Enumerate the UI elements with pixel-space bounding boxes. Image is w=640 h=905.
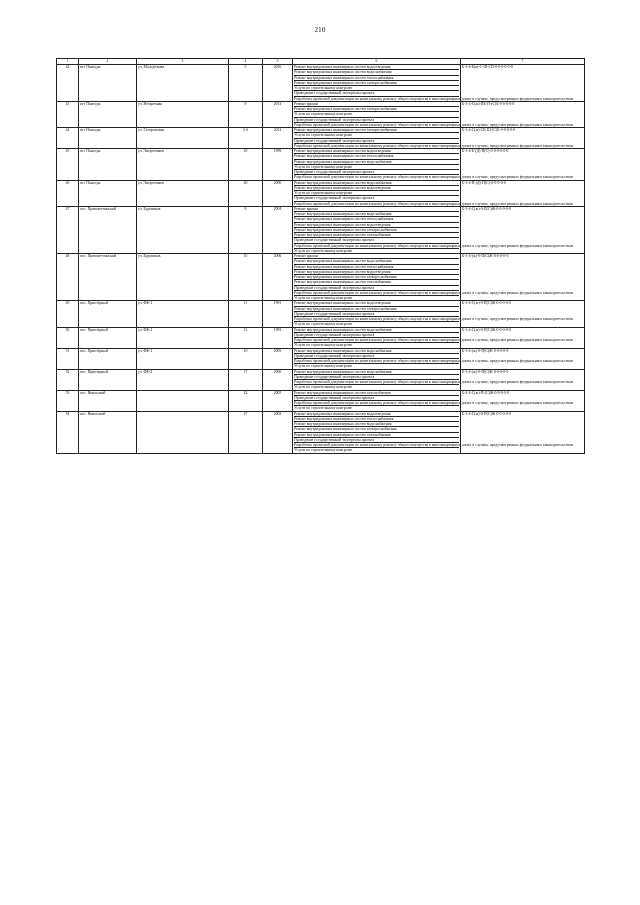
work-item: Разработка проектной документации по капитальному ремонту общего имущества в многоквартирных домах в случаях, предусмотренных федеральным законодательством — [294, 201, 574, 206]
building-code-cell: Б-3-4-С(ж)-0-П(С)Ж-0-0-0-0-0 — [461, 301, 585, 327]
table-row — [57, 327, 585, 348]
work-item: Услуги по строительному контролю — [294, 86, 459, 91]
work-item: Проведение государственной экспертизы проекта — [294, 312, 459, 317]
building-code-cell: Б-3-4-П-(Д)-П(С)-0-0-0-0-0 — [461, 180, 585, 206]
work-item: Проведение государственной экспертизы проекта — [294, 396, 459, 401]
table-row — [57, 254, 585, 301]
work-item: Проведение государственной экспертизы проекта — [294, 438, 459, 443]
row-number: 53 — [57, 390, 79, 411]
row-number: 42 — [57, 65, 79, 102]
locality-cell: пгт Пангоды — [79, 101, 137, 127]
building-code-cell: Б-4-4-С(ж)-П-(С)Ж-0-0-0-0-0 — [461, 390, 585, 411]
house-number-cell: 8 — [229, 206, 263, 253]
work-item: Проведение государственной экспертизы проекта — [294, 196, 459, 201]
work-item: Ремонт внутридомовых инженерных систем теплоснабжения — [294, 154, 459, 159]
row-number: 48 — [57, 254, 79, 301]
work-item: Разработка проектной документации по капитальному ремонту общего имущества в многоквартирных домах в случаях, предусмотренных федеральным законодательством — [294, 243, 574, 248]
work-item: Ремонт внутридомовых инженерных систем электроснабжения — [294, 128, 459, 133]
work-item: Ремонт внутридомовых инженерных систем электроснабжения — [294, 427, 459, 432]
row-number: 52 — [57, 369, 79, 390]
year-cell: 2006 — [263, 369, 293, 390]
street-cell: ул. ФК-2 — [137, 327, 229, 348]
work-item: Ремонт внутридомовых инженерных систем водоснабжения — [294, 160, 459, 165]
building-code-cell: Б-3-4-Б(к)-С-Ш-СП-0-0-0-0-0-0 — [461, 65, 585, 102]
work-item: Ремонт внутридомовых инженерных систем электроснабжения — [294, 107, 459, 112]
work-item: Услуги по строительному контролю — [294, 165, 459, 170]
year-cell: 2000 — [263, 180, 293, 206]
column-header: 7 — [461, 59, 585, 65]
column-header: 1 — [57, 59, 79, 65]
year-cell: 2016 — [263, 65, 293, 102]
table-row — [57, 101, 585, 127]
table-body — [57, 65, 585, 454]
work-item: Ремонт внутридомовых инженерных систем электроснабжения — [294, 228, 459, 233]
street-cell: ул. Незаречная — [137, 101, 229, 127]
row-number: 50 — [57, 327, 79, 348]
building-code-cell: Б-3-4-(ж)-0-П(С)Ж-0-0-0-0-0 — [461, 369, 585, 390]
row-number: 54 — [57, 411, 79, 453]
work-item: Разработка проектной документации по капитальному ремонту общего имущества в многоквартирных домах в случаях, предусмотренных федеральным законодательством — [294, 380, 574, 384]
page-number: 210 — [314, 26, 326, 34]
year-cell: 2012 — [263, 128, 293, 149]
building-code-cell: Б-3-4-Б-(Д)-П(С)-0-0-0-0-0-0 — [461, 149, 585, 181]
work-item: Ремонт внутридомовых инженерных систем водоснабжения — [294, 349, 459, 354]
work-item: Проведение государственной экспертизы проекта — [294, 333, 459, 338]
work-item: Проведение государственной экспертизы проекта — [294, 286, 459, 291]
work-item: Услуги по строительному контролю — [294, 406, 353, 411]
work-item: Услуги по строительному контролю — [294, 322, 353, 327]
table-row — [57, 206, 585, 253]
work-item: Ремонт внутридомовых инженерных систем газоснабжения — [294, 233, 459, 238]
work-item: Ремонт внутридомовых инженерных систем газоснабжения — [294, 280, 459, 285]
work-item: Услуги по строительному контролю — [294, 448, 353, 453]
locality-cell: пос. Ямальский — [79, 390, 137, 411]
work-item: Ремонт внутридомовых инженерных систем водоотведения — [294, 412, 459, 417]
work-item: Разработка проектной документации по капитальному ремонту общего имущества в многоквартирных домах в случаях, предусмотренных федеральным законодательством — [294, 96, 574, 101]
table-row — [57, 301, 585, 327]
building-code-cell: Б-3-4-С(ж)-СК-Ш-(С)Б-0-0-0-0-0 — [461, 128, 585, 149]
column-header: 4 — [229, 59, 263, 65]
locality-cell: пос. Приозёрный — [79, 348, 137, 369]
street-cell — [137, 411, 229, 453]
year-cell: 2004 — [263, 206, 293, 253]
row-number: 43 — [57, 101, 79, 127]
work-item: Услуги по строительному контролю — [294, 343, 353, 348]
work-item: Услуги по строительному контролю — [294, 191, 459, 196]
work-item: Ремонт крыши — [294, 254, 459, 259]
work-item: Проведение государственной экспертизы проекта — [294, 238, 459, 243]
street-cell: ул. Молодёжная — [137, 65, 229, 102]
house-number-cell: 22 — [229, 390, 263, 411]
work-item: Ремонт внутридомовых инженерных систем водоотведения — [294, 186, 459, 191]
locality-cell: пгт Пангоды — [79, 180, 137, 206]
year-cell: 2013 — [263, 101, 293, 127]
year-cell: 2005 — [263, 348, 293, 369]
work-item: Ремонт внутридомовых инженерных систем водоотведения — [294, 301, 459, 306]
year-cell: 2002 — [263, 411, 293, 453]
work-item: Услуги по строительному контролю — [294, 364, 353, 369]
year-cell: 2005 — [263, 390, 293, 411]
row-number: 51 — [57, 348, 79, 369]
street-cell: ул. Газпромовая — [137, 128, 229, 149]
work-item: Ремонт внутридомовых инженерных систем водоснабжения — [294, 422, 459, 427]
work-item: Ремонт внутридомовых инженерных систем водоснабжения — [294, 70, 459, 75]
locality-cell: пгт Пангоды — [79, 149, 137, 181]
row-number: 47 — [57, 206, 79, 253]
work-item: Ремонт внутридомовых инженерных систем водоотведения — [294, 223, 459, 228]
work-item: Услуги по строительному контролю — [294, 248, 353, 253]
work-item: Ремонт внутридомовых инженерных систем теплоснабжения — [294, 265, 459, 270]
work-item: Разработка проектной документации по капитальному ремонту общего имущества в многоквартирных домах в случаях, предусмотренных федеральным законодательством — [294, 359, 574, 363]
row-number: 46 — [57, 180, 79, 206]
building-code-cell: Б-3-4-(ж)-0-П(С)Ж-0-0-0-0-0 — [461, 254, 585, 301]
work-item: Проведение государственной экспертизы проекта — [294, 375, 459, 380]
building-code-cell: Б-3-4-С(ж)-0-П(С)Ж-0-0-0-0-0 — [461, 327, 585, 348]
house-number-cell: 10 — [229, 254, 263, 301]
house-number-cell: 11 — [229, 301, 263, 327]
work-item: Услуги по строительному контролю — [294, 112, 459, 117]
work-item: Ремонт внутридомовых инженерных систем водоснабжения — [294, 259, 459, 264]
year-cell: 1991 — [263, 301, 293, 327]
building-code-cell: Б-3-4-С(ж)-0-П(С)Ж-0-0-0-0-0 — [461, 411, 585, 453]
work-item: Ремонт внутридомовых инженерных систем водоснабжения — [294, 181, 459, 186]
work-item: Ремонт внутридомовых инженерных систем водоснабжения — [294, 212, 459, 217]
house-number-cell: 5 — [229, 65, 263, 102]
work-item: Услуги по строительному контролю — [294, 133, 459, 138]
locality-cell: пгт Пангоды — [79, 128, 137, 149]
building-code-cell: Б-3-4-С(ж)-0-П(С)Ж-0-0-0-0-0 — [461, 206, 585, 253]
work-item: Ремонт внутридомовых инженерных систем теплоснабжения — [294, 217, 459, 222]
year-cell: 1993 — [263, 327, 293, 348]
table-row — [57, 369, 585, 390]
work-item: Проведение государственной экспертизы проекта — [294, 170, 459, 175]
work-item: Ремонт внутридомовых инженерных систем электроснабжения — [294, 307, 459, 312]
locality-cell: пос. Ямальский — [79, 411, 137, 453]
house-number-cell: 27 — [229, 411, 263, 453]
building-code-cell: Б-3-4-(ж)-0-П(С)Ж-0-0-0-0-0 — [461, 348, 585, 369]
table-row — [57, 348, 585, 369]
work-item: Ремонт крыши — [294, 102, 459, 107]
year-cell: 2006 — [263, 254, 293, 301]
work-item: Разработка проектной документации по капитальному ремонту общего имущества в многоквартирных домах в случаях, предусмотренных федеральным законодательством — [294, 175, 574, 180]
street-cell: ул. Энергетиков — [137, 180, 229, 206]
work-item: Ремонт внутридомовых инженерных систем газоснабжения — [294, 391, 459, 396]
locality-cell: пос. Приозёрный — [79, 369, 137, 390]
locality-cell: пгт Пангоды — [79, 65, 137, 102]
table-row — [57, 149, 585, 181]
table-row — [57, 180, 585, 206]
locality-cell: пос. Правохеттинский — [79, 206, 137, 253]
street-cell: ул. ФК-2 — [137, 369, 229, 390]
street-cell: ул. Энергетиков — [137, 149, 229, 181]
locality-cell: пос. Приозёрный — [79, 327, 137, 348]
house-number-cell: 29 — [229, 149, 263, 181]
table-row — [57, 128, 585, 149]
work-item: Ремонт внутридомовых инженерных систем теплоснабжения — [294, 76, 459, 81]
work-item: Разработка проектной документации по капитальному ремонту общего имущества в многоквартирных домах в случаях, предусмотренных федеральным законодательством — [294, 290, 574, 295]
house-number-cell: 3 А — [229, 128, 263, 149]
street-cell: ул. ФК-2 — [137, 348, 229, 369]
work-item: Проведение государственной экспертизы проекта — [294, 91, 459, 96]
work-item: Ремонт крыши — [294, 207, 459, 212]
year-cell: 1999 — [263, 149, 293, 181]
table-row — [57, 411, 585, 453]
work-item: Разработка проектной документации по капитальному ремонту общего имущества в многоквартирных домах в случаях, предусмотренных федеральным законодательством — [294, 122, 574, 127]
street-cell — [137, 390, 229, 411]
work-item: Разработка проектной документации по капитальному ремонту общего имущества в многоквартирных домах в случаях, предусмотренных федеральным законодательством — [294, 317, 574, 321]
locality-cell: пос. Приозёрный — [79, 301, 137, 327]
house-number-cell: 10 — [229, 348, 263, 369]
work-item: Ремонт внутридомовых инженерных систем газоснабжения — [294, 433, 459, 438]
table-row — [57, 390, 585, 411]
work-item: Услуги по строительному контролю — [294, 296, 353, 300]
street-cell: ул. Буровиков — [137, 206, 229, 253]
work-item: Разработка проектной документации по капитальному ремонту общего имущества в многоквартирных домах в случаях, предусмотренных федеральным законодательством — [294, 443, 574, 447]
work-item: Ремонт внутридомовых инженерных систем электроснабжения — [294, 275, 459, 280]
column-header: 6 — [293, 59, 461, 65]
work-item: Ремонт внутридомовых инженерных систем водоотведения — [294, 270, 459, 275]
column-header: 2 — [79, 59, 137, 65]
work-item: Услуги по строительному контролю — [294, 385, 353, 390]
work-item: Проведение государственной экспертизы проекта — [294, 354, 459, 359]
house-number-cell: 12 — [229, 327, 263, 348]
row-number: 44 — [57, 128, 79, 149]
locality-cell: пос. Правохеттинский — [79, 254, 137, 301]
work-item: Ремонт внутридомовых инженерных систем водоснабжения — [294, 370, 459, 375]
work-item: Проведение государственной экспертизы проекта — [294, 139, 459, 144]
street-cell: ул. ФК-2 — [137, 301, 229, 327]
table-row — [57, 65, 585, 102]
work-item: Ремонт внутридомовых инженерных систем электроснабжения — [294, 81, 459, 86]
work-item: Разработка проектной документации по капитальному ремонту общего имущества в многоквартирных домах в случаях, предусмотренных федеральным законодательством — [294, 401, 574, 405]
capital-repair-register-table — [56, 58, 585, 454]
column-header: 3 — [137, 59, 229, 65]
work-item: Ремонт внутридомовых инженерных систем водоотведения — [294, 149, 459, 154]
row-number: 49 — [57, 301, 79, 327]
work-item: Ремонт внутридомовых инженерных систем водоснабжения — [294, 328, 459, 333]
house-number-cell: 9 — [229, 101, 263, 127]
work-item: Ремонт внутридомовых инженерных систем теплоснабжения — [294, 417, 459, 422]
house-number-cell: 40 — [229, 180, 263, 206]
work-item: Разработка проектной документации по капитальному ремонту общего имущества в многоквартирных домах в случаях, предусмотренных федеральным законодательством — [294, 338, 574, 342]
row-number: 45 — [57, 149, 79, 181]
building-code-cell: Б-3-4-С(ж)-ПК-П-(С)Б-0-0-0-0-0 — [461, 101, 585, 127]
house-number-cell: 17 — [229, 369, 263, 390]
column-header: 5 — [263, 59, 293, 65]
work-item: Ремонт внутридомовых инженерных систем водоотведения — [294, 65, 459, 70]
street-cell: ул. Буровиков — [137, 254, 229, 301]
work-item: Проведение государственной экспертизы проекта — [294, 118, 459, 123]
work-item: Разработка проектной документации по капитальному ремонту общего имущества в многоквартирных домах в случаях, предусмотренных федеральным законодательством — [294, 143, 574, 148]
